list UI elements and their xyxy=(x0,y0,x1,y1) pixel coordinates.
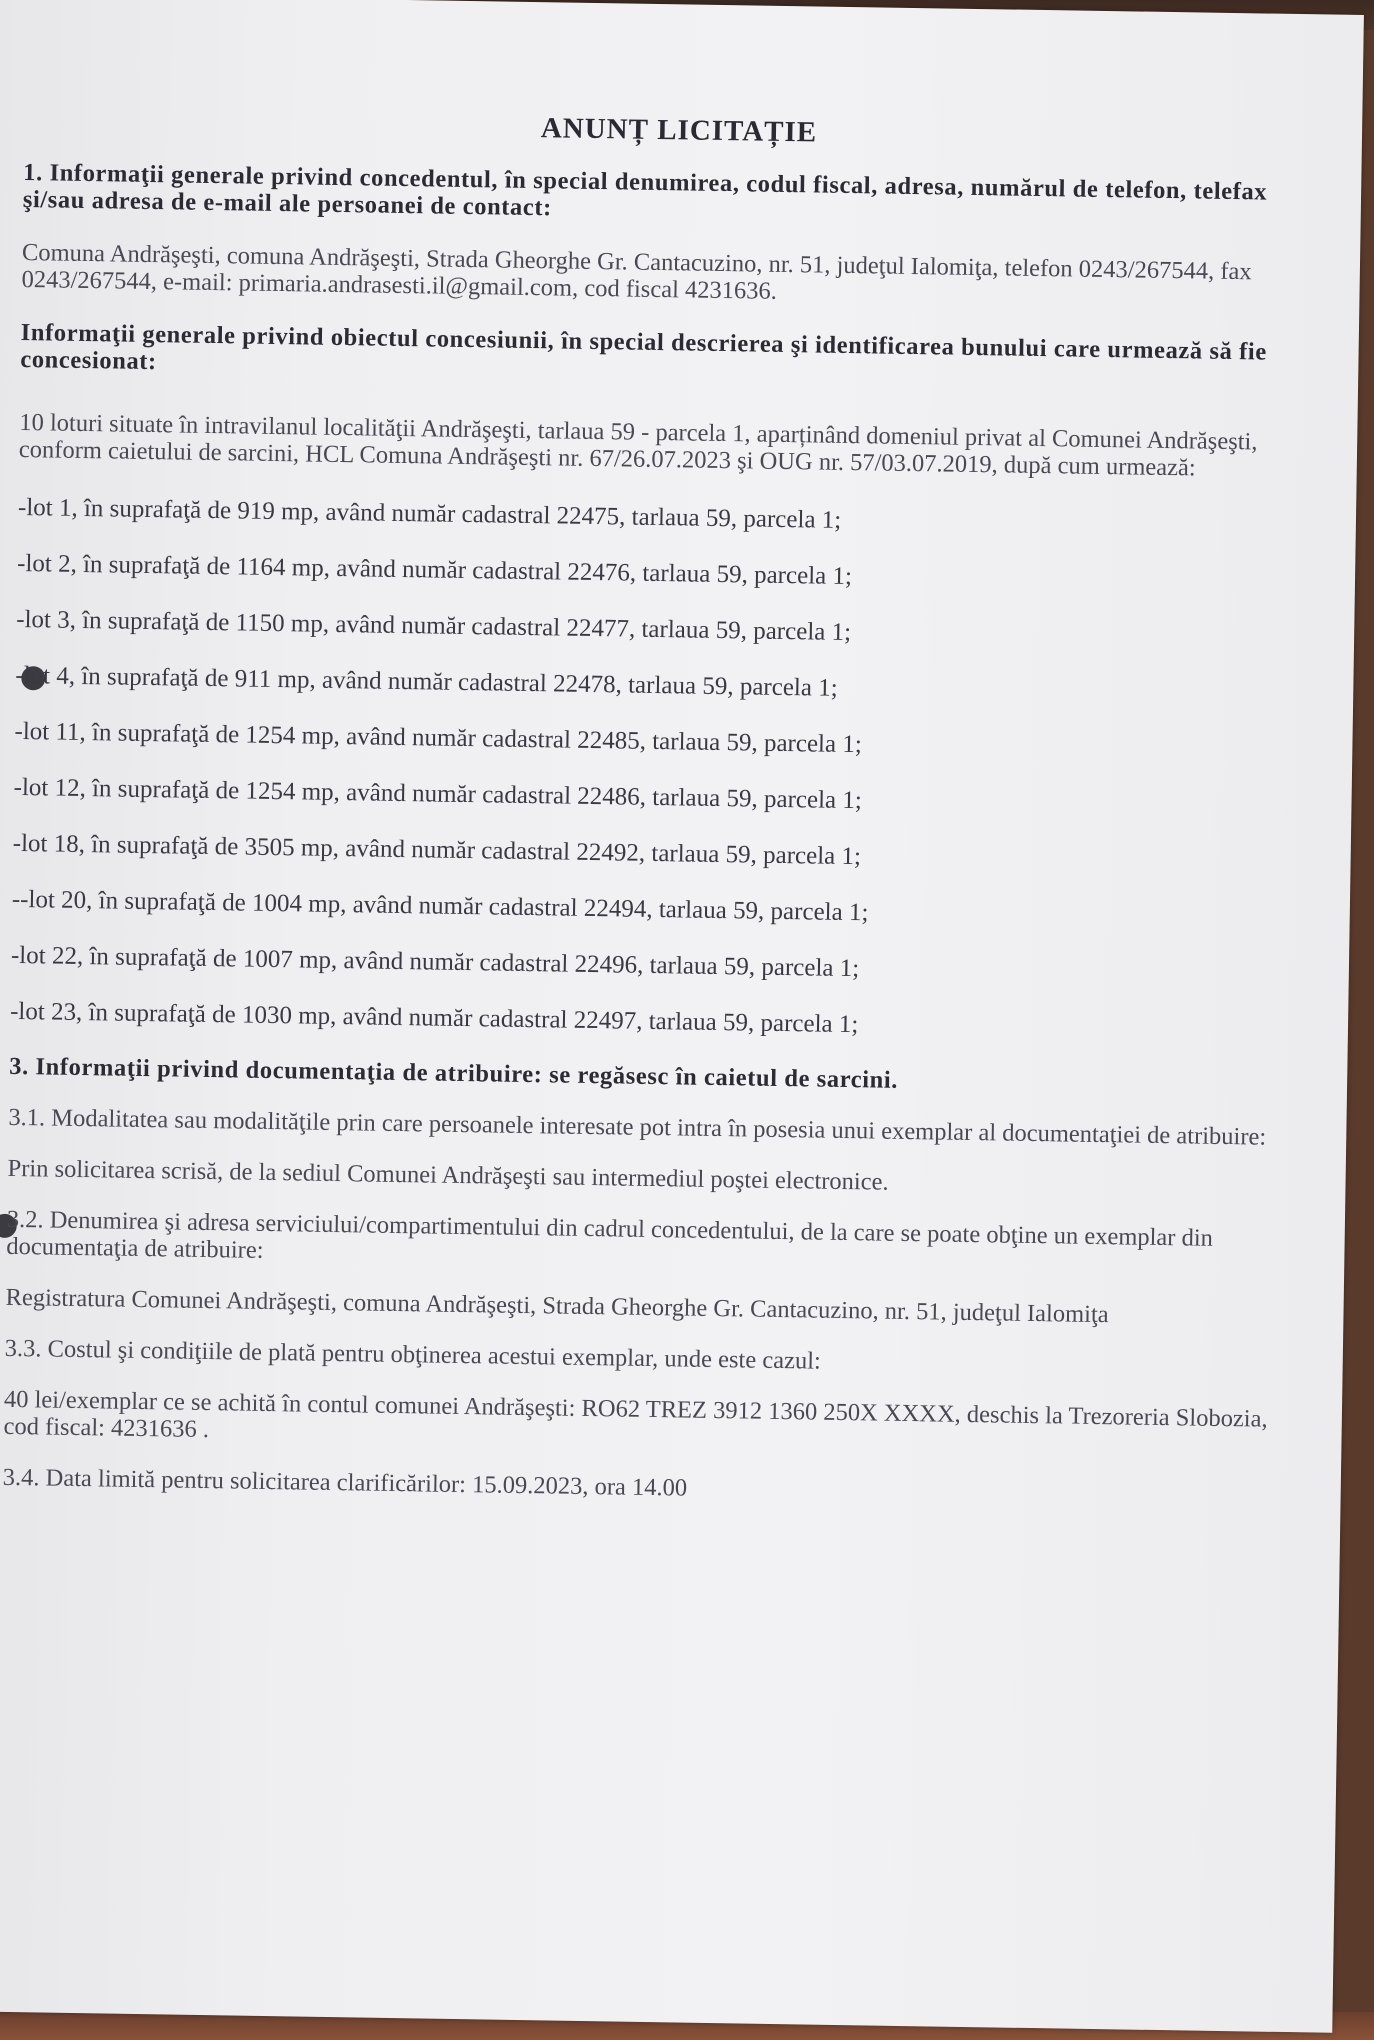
lot-item-22: -lot 22, în suprafaţă de 1007 mp, având număr cadastral 22496, tarlaua 59, parcela 1; xyxy=(10,941,860,983)
lot-item-2: -lot 2, în suprafaţă de 1164 mp, având număr cadastral 22476, tarlaua 59, parcela 1; xyxy=(16,549,853,591)
section3-1-text: Prin solicitarea scrisă, de la sediul Comunei Andrăşeşti sau intermediul poştei electronice. xyxy=(7,1154,889,1196)
document-title: ANUNȚ LICITAȚIE xyxy=(540,112,818,149)
section2-heading: Informaţii generale privind obiectul concesiunii, în special descrierea şi identificarea bunului care urmează să fie concesionat: xyxy=(20,318,1268,376)
lot-item-4: -lot 4, în suprafaţă de 911 mp, având număr cadastral 22478, tarlaua 59, parcela 1; xyxy=(15,661,838,702)
document-body xyxy=(2,104,1294,1537)
section3-4-text: 3.4. Data limită pentru solicitarea clarificărilor: 15.09.2023, ora 14.00 xyxy=(2,1463,688,1502)
section2-text: 10 loturi situate în intravilanul localităţii Andrăşeşti, tarlaua 59 - parcela 1, aparținând domeniul privat al Comunei Andrăşeşti, conform caietului de sarcini, HCL Comuna Andrăşeşti nr. 67/26.07.2023 şi OUG nr. 57/03.07.2019, după cum urmează: xyxy=(18,408,1258,482)
lot-item-1: -lot 1, în suprafaţă de 919 mp, având număr cadastral 22475, tarlaua 59, parcela 1; xyxy=(17,493,842,534)
section1-heading: 1. Informaţii generale privind concedentul, în special denumirea, codul fiscal, adresa, numărul de telefon, telefax şi/sau adresa de e-mail ale persoanei de contact: xyxy=(22,158,1268,222)
lot-item-23: -lot 23, în suprafaţă de 1030 mp, având număr cadastral 22497, tarlaua 59, parcela 1; xyxy=(9,997,859,1039)
section3-2-text: Registratura Comunei Andrăşeşti, comuna Andrăşeşti, Strada Gheorghe Gr. Cantacuzino, nr. 51, judeţul Ialomiţa xyxy=(5,1283,1109,1329)
section3-1-heading: 3.1. Modalitatea sau modalităţile prin care persoanele interesate pot intra în posesia unui exemplar al documentaţiei de atribuire: xyxy=(8,1103,1267,1151)
lot-item-3: -lot 3, în suprafaţă de 1150 mp, având număr cadastral 22477, tarlaua 59, parcela 1; xyxy=(16,605,852,647)
section3-2-heading: 3.2. Denumirea şi adresa serviciului/compartimentului din cadrul concedentului, de la care se poate obţine un exemplar din documentaţia de atribuire: xyxy=(6,1205,1214,1264)
lot-item-20: --lot 20, în suprafaţă de 1004 mp, având număr cadastral 22494, tarlaua 59, parcela 1; xyxy=(11,885,869,927)
lot-item-12: -lot 12, în suprafaţă de 1254 mp, având număr cadastral 22486, tarlaua 59, parcela 1; xyxy=(13,773,863,815)
section3-3-text: 40 lei/exemplar ce se achită în contul comunei Andrăşeşti: RO62 TREZ 3912 1360 250X XXXX, deschis la Trezoreria Slobozia, cod fiscal: 4231636 . xyxy=(3,1385,1268,1444)
section1-text: Comuna Andrăşeşti, comuna Andrăşeşti, Strada Gheorghe Gr. Cantacuzino, nr. 51, judeţul Ialomiţa, telefon 0243/267544, fax 0243/267544, e-mail: primaria.andrasesti.il@gmail.com, cod fiscal 4231636. xyxy=(21,238,1252,305)
section3-heading: 3. Informaţii privind documentaţia de atribuire: se regăsesc în caietul de sarcini. xyxy=(9,1052,899,1094)
lot-item-18: -lot 18, în suprafaţă de 3505 mp, având număr cadastral 22492, tarlaua 59, parcela 1; xyxy=(12,829,862,871)
lot-item-11: -lot 11, în suprafaţă de 1254 mp, având număr cadastral 22485, tarlaua 59, parcela 1; xyxy=(14,717,862,759)
lots-list xyxy=(10,493,1288,1047)
section3-3-heading: 3.3. Costul şi condiţiile de plată pentru obţinerea acestui exemplar, unde este cazul: xyxy=(4,1334,822,1375)
